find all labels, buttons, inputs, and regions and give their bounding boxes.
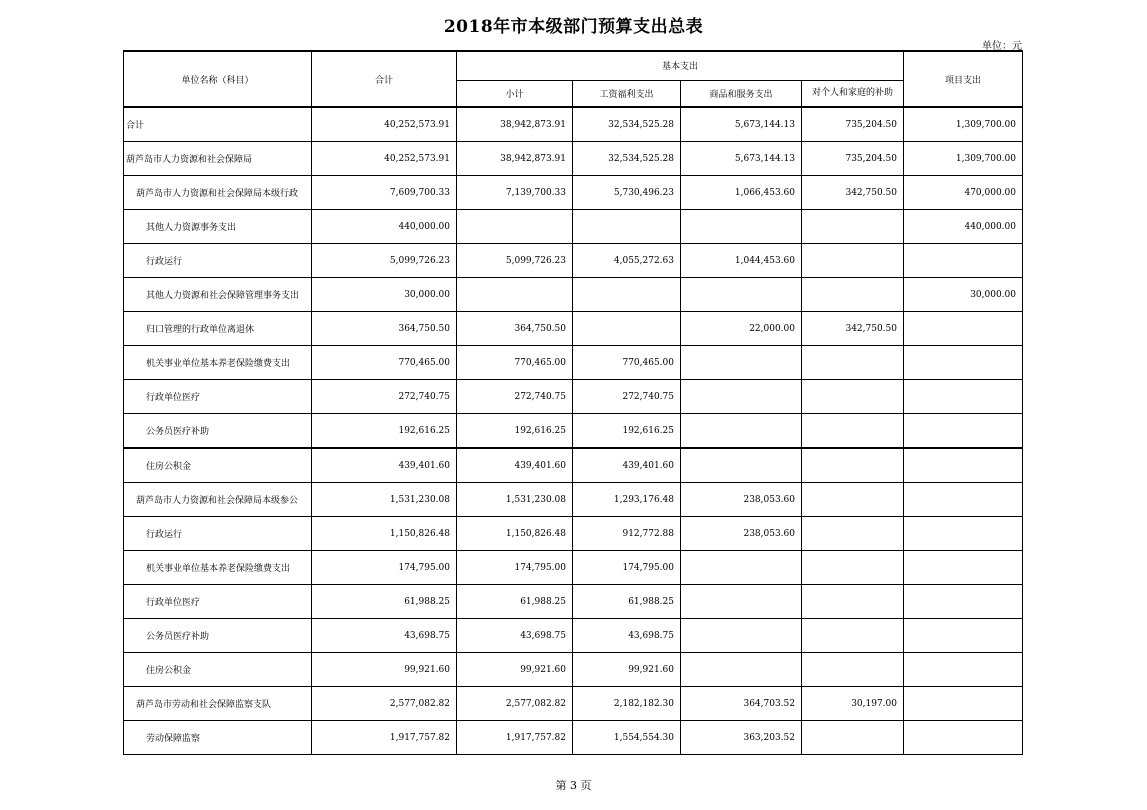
cell-goods	[681, 619, 802, 653]
header-salary: 工资福利支出	[573, 80, 681, 107]
table-row	[124, 312, 1023, 346]
cell-salary	[573, 278, 681, 312]
cell-personal: 342,750.50	[802, 176, 904, 210]
cell-personal	[802, 585, 904, 619]
cell-salary: 99,921.60	[573, 653, 681, 687]
cell-goods: 1,066,453.60	[681, 176, 802, 210]
table-row	[124, 619, 1023, 653]
cell-salary: 770,465.00	[573, 346, 681, 380]
row-name-cell: 行政单位医疗	[124, 380, 312, 414]
table-row	[124, 653, 1023, 687]
cell-salary: 1,293,176.48	[573, 483, 681, 517]
cell-project	[904, 517, 1023, 551]
cell-goods: 22,000.00	[681, 312, 802, 346]
table-row	[124, 278, 1023, 312]
cell-salary: 2,182,182.30	[573, 687, 681, 721]
cell-project	[904, 483, 1023, 517]
cell-subtotal: 1,150,826.48	[457, 517, 573, 551]
row-name-cell: 葫芦岛市劳动和社会保障监察支队	[124, 687, 312, 721]
cell-subtotal: 1,531,230.08	[457, 483, 573, 517]
cell-project: 1,309,700.00	[904, 142, 1023, 176]
cell-total: 7,609,700.33	[312, 176, 457, 210]
cell-total: 1,531,230.08	[312, 483, 457, 517]
cell-project	[904, 653, 1023, 687]
cell-total: 770,465.00	[312, 346, 457, 380]
row-name-cell: 行政运行	[124, 244, 312, 278]
cell-project	[904, 551, 1023, 585]
cell-total: 40,252,573.91	[312, 142, 457, 176]
cell-project	[904, 619, 1023, 653]
cell-personal	[802, 448, 904, 483]
header-goods: 商品和服务支出	[681, 80, 802, 107]
table-row	[124, 551, 1023, 585]
cell-project: 440,000.00	[904, 210, 1023, 244]
cell-salary: 61,988.25	[573, 585, 681, 619]
table-row	[124, 687, 1023, 721]
cell-total: 1,917,757.82	[312, 721, 457, 755]
cell-salary	[573, 210, 681, 244]
cell-subtotal: 2,577,082.82	[457, 687, 573, 721]
table-row	[124, 380, 1023, 414]
table-row	[124, 142, 1023, 176]
cell-goods	[681, 210, 802, 244]
cell-total: 439,401.60	[312, 448, 457, 483]
cell-total: 40,252,573.91	[312, 107, 457, 142]
header-basic: 基本支出	[457, 51, 904, 80]
cell-total: 272,740.75	[312, 380, 457, 414]
cell-total: 99,921.60	[312, 653, 457, 687]
cell-subtotal: 5,099,726.23	[457, 244, 573, 278]
cell-subtotal: 38,942,873.91	[457, 107, 573, 142]
header-personal: 对个人和家庭的补助	[802, 80, 904, 107]
table-row	[124, 107, 1023, 142]
cell-subtotal: 174,795.00	[457, 551, 573, 585]
page-title: 2018年市本级部门预算支出总表	[443, 17, 704, 37]
cell-project	[904, 380, 1023, 414]
header-total: 合计	[312, 51, 457, 107]
cell-goods	[681, 448, 802, 483]
table-row	[124, 483, 1023, 517]
row-name-cell: 公务员医疗补助	[124, 619, 312, 653]
cell-salary	[573, 312, 681, 346]
cell-salary: 4,055,272.63	[573, 244, 681, 278]
cell-goods	[681, 346, 802, 380]
cell-goods	[681, 551, 802, 585]
cell-personal: 342,750.50	[802, 312, 904, 346]
row-name-cell: 合计	[124, 107, 312, 142]
row-name-cell: 机关事业单位基本养老保险缴费支出	[124, 346, 312, 380]
cell-subtotal	[457, 210, 573, 244]
cell-goods: 238,053.60	[681, 517, 802, 551]
cell-project: 30,000.00	[904, 278, 1023, 312]
cell-personal	[802, 483, 904, 517]
cell-goods	[681, 585, 802, 619]
cell-personal	[802, 210, 904, 244]
cell-subtotal: 99,921.60	[457, 653, 573, 687]
cell-total: 43,698.75	[312, 619, 457, 653]
cell-personal	[802, 619, 904, 653]
cell-project: 1,309,700.00	[904, 107, 1023, 142]
cell-goods	[681, 653, 802, 687]
cell-salary: 1,554,554.30	[573, 721, 681, 755]
cell-goods	[681, 380, 802, 414]
cell-goods: 5,673,144.13	[681, 142, 802, 176]
table-row	[124, 448, 1023, 483]
cell-project	[904, 585, 1023, 619]
row-name-cell: 行政单位医疗	[124, 585, 312, 619]
budget-table	[123, 50, 1023, 755]
table-row	[124, 585, 1023, 619]
row-name-cell: 住房公积金	[124, 653, 312, 687]
cell-subtotal: 364,750.50	[457, 312, 573, 346]
cell-subtotal: 7,139,700.33	[457, 176, 573, 210]
cell-subtotal: 770,465.00	[457, 346, 573, 380]
row-name-cell: 劳动保障监察	[124, 721, 312, 755]
row-name-cell: 住房公积金	[124, 448, 312, 483]
table-body	[124, 107, 1023, 755]
cell-salary: 5,730,496.23	[573, 176, 681, 210]
row-name-cell: 其他人力资源事务支出	[124, 210, 312, 244]
cell-personal	[802, 244, 904, 278]
cell-salary: 439,401.60	[573, 448, 681, 483]
cell-personal	[802, 414, 904, 449]
cell-total: 174,795.00	[312, 551, 457, 585]
cell-personal	[802, 653, 904, 687]
cell-salary: 192,616.25	[573, 414, 681, 449]
cell-personal: 30,197.00	[802, 687, 904, 721]
cell-goods: 5,673,144.13	[681, 107, 802, 142]
cell-goods: 364,703.52	[681, 687, 802, 721]
table-row	[124, 517, 1023, 551]
cell-subtotal: 43,698.75	[457, 619, 573, 653]
unit-label: 单位：元	[982, 41, 1022, 52]
row-name-cell: 归口管理的行政单位离退休	[124, 312, 312, 346]
cell-total: 1,150,826.48	[312, 517, 457, 551]
cell-personal	[802, 278, 904, 312]
table-row	[124, 414, 1023, 449]
cell-project	[904, 244, 1023, 278]
table-row	[124, 721, 1023, 755]
cell-subtotal: 192,616.25	[457, 414, 573, 449]
row-name-cell: 葫芦岛市人力资源和社会保障局本级行政	[124, 176, 312, 210]
cell-total: 61,988.25	[312, 585, 457, 619]
page-number: 第 3 页	[555, 779, 592, 792]
cell-project	[904, 448, 1023, 483]
row-name-cell: 行政运行	[124, 517, 312, 551]
cell-salary: 32,534,525.28	[573, 107, 681, 142]
cell-goods: 238,053.60	[681, 483, 802, 517]
cell-goods	[681, 278, 802, 312]
header-project: 项目支出	[904, 51, 1023, 107]
row-name-cell: 其他人力资源和社会保障管理事务支出	[124, 278, 312, 312]
header-name: 单位名称（科目）	[124, 51, 312, 107]
row-name-cell: 公务员医疗补助	[124, 414, 312, 449]
cell-personal: 735,204.50	[802, 142, 904, 176]
table-row	[124, 346, 1023, 380]
cell-salary: 43,698.75	[573, 619, 681, 653]
header-subtotal: 小计	[457, 80, 573, 107]
cell-goods: 363,203.52	[681, 721, 802, 755]
table-row	[124, 176, 1023, 210]
cell-subtotal: 272,740.75	[457, 380, 573, 414]
cell-project	[904, 312, 1023, 346]
cell-personal	[802, 721, 904, 755]
cell-goods	[681, 414, 802, 449]
row-name-cell: 葫芦岛市人力资源和社会保障局	[124, 142, 312, 176]
cell-subtotal: 38,942,873.91	[457, 142, 573, 176]
table-row	[124, 210, 1023, 244]
cell-personal	[802, 380, 904, 414]
cell-total: 5,099,726.23	[312, 244, 457, 278]
cell-subtotal: 1,917,757.82	[457, 721, 573, 755]
table-row	[124, 244, 1023, 278]
row-name-cell: 机关事业单位基本养老保险缴费支出	[124, 551, 312, 585]
cell-salary: 32,534,525.28	[573, 142, 681, 176]
cell-personal	[802, 551, 904, 585]
cell-project	[904, 346, 1023, 380]
cell-total: 192,616.25	[312, 414, 457, 449]
cell-salary: 272,740.75	[573, 380, 681, 414]
cell-goods: 1,044,453.60	[681, 244, 802, 278]
row-name-cell: 葫芦岛市人力资源和社会保障局本级参公	[124, 483, 312, 517]
cell-project: 470,000.00	[904, 176, 1023, 210]
cell-subtotal	[457, 278, 573, 312]
cell-total: 30,000.00	[312, 278, 457, 312]
cell-subtotal: 61,988.25	[457, 585, 573, 619]
cell-personal: 735,204.50	[802, 107, 904, 142]
cell-personal	[802, 346, 904, 380]
cell-salary: 174,795.00	[573, 551, 681, 585]
cell-salary: 912,772.88	[573, 517, 681, 551]
cell-total: 440,000.00	[312, 210, 457, 244]
cell-project	[904, 414, 1023, 449]
cell-project	[904, 687, 1023, 721]
cell-total: 364,750.50	[312, 312, 457, 346]
cell-subtotal: 439,401.60	[457, 448, 573, 483]
cell-total: 2,577,082.82	[312, 687, 457, 721]
cell-personal	[802, 517, 904, 551]
cell-project	[904, 721, 1023, 755]
